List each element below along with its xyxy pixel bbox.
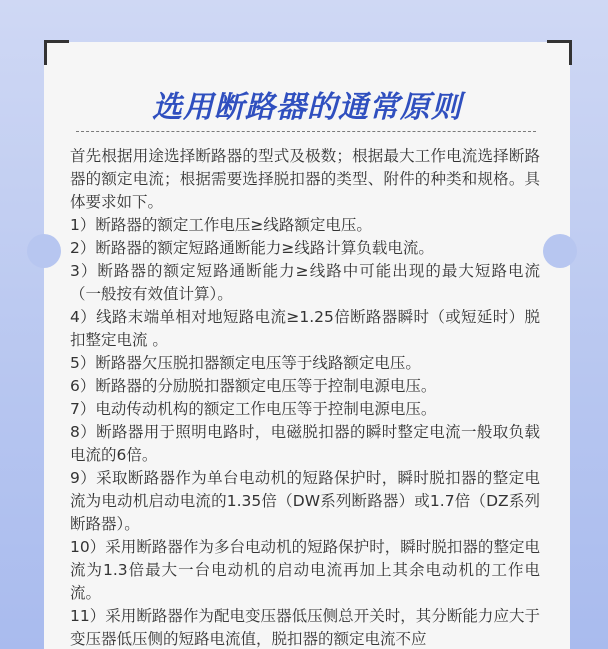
card-notch-right [543,234,577,268]
list-item-10: 10）采用断路器作为多台电动机的短路保护时，瞬时脱扣器的整定电流为1.3倍最大一台电动机的启动电流再加上其余电动机的工作电流。 [70,538,540,602]
intro-paragraph: 首先根据用途选择断路器的型式及极数；根据最大工作电流选择断路器的额定电流；根据需要选择脱扣器的类型、附件的种类和规格。具体要求如下。 [70,147,540,211]
list-item-3: 3）断路器的额定短路通断能力≥线路中可能出现的最大短路电流（一般按有效值计算）。 [70,262,540,303]
list-item-11: 11）采用断路器作为配电变压器低压侧总开关时，其分断能力应大于变压器低压侧的短路电流值，脱扣器的额定电流不应 [70,607,540,648]
list-item-9: 9）采取断路器作为单台电动机的短路保护时，瞬时脱扣器的整定电流为电动机启动电流的1.35倍（DW系列断路器）或1.7倍（DZ系列断路器）。 [70,469,540,533]
list-item-5: 5）断路器欠压脱扣器额定电压等于线路额定电压。 [70,354,421,372]
page-title: 选用断路器的通常原则 [152,90,462,125]
list-item-1: 1）断路器的额定工作电压≥线路额定电压。 [70,216,372,234]
list-item-7: 7）电动传动机构的额定工作电压等于控制电源电压。 [70,400,437,418]
corner-bracket-top-left [44,40,69,65]
list-item-2: 2）断路器的额定短路通断能力≥线路计算负载电流。 [70,239,434,257]
card-notch-left [27,234,61,268]
document-body [70,145,540,649]
list-item-4: 4）线路末端单相对地短路电流≥1.25倍断路器瞬时（或短延时）脱扣整定电流 。 [70,308,540,349]
list-item-8: 8）断路器用于照明电路时，电磁脱扣器的瞬时整定电流一般取负载电流的6倍。 [70,423,540,464]
dashed-divider [76,131,536,132]
list-item-6: 6）断路器的分励脱扣器额定电压等于控制电源电压。 [70,377,437,395]
corner-bracket-top-right [547,40,572,65]
